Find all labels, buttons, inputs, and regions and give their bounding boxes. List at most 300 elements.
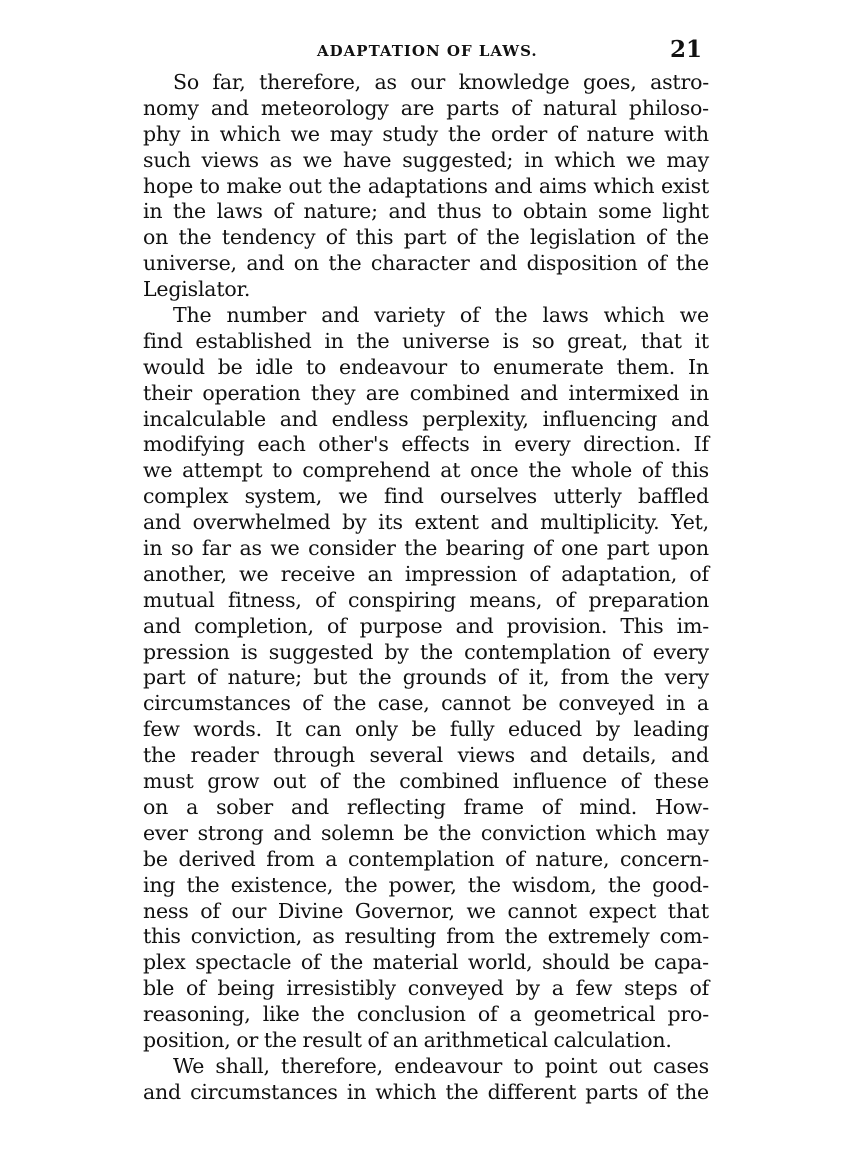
word: hope bbox=[143, 173, 193, 198]
word: The bbox=[173, 303, 212, 328]
word: In bbox=[688, 354, 709, 379]
word: out bbox=[608, 1053, 642, 1078]
word: pression bbox=[143, 639, 230, 664]
word: and bbox=[388, 199, 427, 224]
word: case, bbox=[377, 691, 430, 716]
word: the bbox=[186, 872, 220, 897]
word: in bbox=[190, 121, 210, 146]
text-line bbox=[143, 251, 709, 277]
word: we bbox=[239, 561, 269, 586]
word: and bbox=[143, 510, 181, 535]
word: point bbox=[544, 1053, 598, 1078]
word: should bbox=[542, 950, 610, 975]
word: which bbox=[595, 820, 657, 845]
word: completion, bbox=[194, 613, 314, 638]
word: meteorology bbox=[260, 95, 389, 120]
word: power, bbox=[388, 872, 457, 897]
word: an bbox=[392, 1027, 418, 1052]
word: we bbox=[290, 121, 320, 146]
word: Governor, bbox=[354, 898, 455, 923]
word: of bbox=[646, 251, 667, 276]
word: utterly bbox=[553, 484, 622, 509]
word: nature bbox=[586, 121, 655, 146]
text-line bbox=[143, 355, 709, 381]
word: contemplation bbox=[464, 639, 611, 664]
text-line bbox=[143, 329, 709, 355]
word: and bbox=[455, 613, 494, 638]
text-line bbox=[143, 70, 709, 96]
word: on bbox=[143, 225, 169, 250]
word: of bbox=[302, 691, 322, 716]
word: baffled bbox=[638, 484, 709, 509]
word: other's bbox=[318, 432, 389, 457]
text-line bbox=[143, 484, 709, 510]
word: and bbox=[246, 251, 285, 276]
word: another, bbox=[143, 561, 227, 586]
word: of bbox=[319, 769, 340, 794]
word: and bbox=[529, 743, 568, 768]
word: being bbox=[217, 976, 275, 1001]
word: these bbox=[653, 769, 709, 794]
word: as bbox=[312, 924, 335, 949]
word: a bbox=[551, 976, 564, 1001]
word: of bbox=[647, 1079, 667, 1104]
word: frame bbox=[463, 794, 524, 819]
word: geometrical bbox=[533, 1002, 656, 1027]
word: once bbox=[470, 458, 519, 483]
word: by bbox=[595, 717, 620, 742]
word: and bbox=[494, 173, 533, 198]
word: mind. bbox=[579, 794, 638, 819]
word: the bbox=[333, 691, 367, 716]
word: fitness, bbox=[228, 587, 302, 612]
word: extent bbox=[414, 510, 479, 535]
word: tendency bbox=[221, 225, 316, 250]
word: means, bbox=[469, 587, 543, 612]
word: nature; bbox=[227, 665, 302, 690]
word: from bbox=[560, 665, 610, 690]
word: a bbox=[186, 794, 199, 819]
word: to bbox=[513, 1053, 534, 1078]
word: How- bbox=[655, 794, 709, 819]
word: conspiring bbox=[348, 587, 456, 612]
word: suggested bbox=[268, 639, 374, 664]
word: which bbox=[593, 173, 655, 198]
word: cannot bbox=[441, 691, 511, 716]
word: but bbox=[313, 665, 348, 690]
word: every bbox=[514, 432, 571, 457]
word: good- bbox=[652, 872, 709, 897]
word: as bbox=[239, 536, 262, 561]
text-line bbox=[143, 174, 709, 200]
word: and bbox=[273, 820, 312, 845]
word: of bbox=[641, 458, 662, 483]
word: by bbox=[515, 976, 540, 1001]
word: circumstances bbox=[190, 1079, 338, 1104]
word: the bbox=[344, 872, 378, 897]
text-line bbox=[143, 148, 709, 174]
word: educed bbox=[507, 717, 582, 742]
word: the bbox=[486, 225, 520, 250]
word: of bbox=[689, 976, 709, 1001]
word: on bbox=[143, 794, 169, 819]
word: of bbox=[621, 639, 642, 664]
text-line bbox=[143, 303, 709, 329]
word: the bbox=[494, 303, 528, 328]
text-line bbox=[143, 1028, 709, 1054]
word: thus bbox=[437, 199, 482, 224]
text-line bbox=[143, 536, 709, 562]
word: only bbox=[354, 717, 398, 742]
text-line bbox=[143, 717, 709, 743]
word: it bbox=[694, 328, 709, 353]
word: our bbox=[231, 898, 267, 923]
word: one bbox=[561, 536, 599, 561]
word: conviction, bbox=[190, 924, 303, 949]
word: details, bbox=[582, 743, 657, 768]
word: to bbox=[199, 173, 220, 198]
word: be bbox=[217, 354, 243, 379]
word: of bbox=[186, 976, 206, 1001]
word: the bbox=[358, 665, 392, 690]
word: mutual bbox=[143, 587, 215, 612]
word: conveyed bbox=[558, 691, 655, 716]
word: we bbox=[679, 303, 709, 328]
word: in bbox=[324, 328, 344, 353]
word: they bbox=[310, 380, 356, 405]
word: whole bbox=[571, 458, 632, 483]
text-line bbox=[143, 821, 709, 847]
text-line bbox=[143, 950, 709, 976]
word: as bbox=[374, 70, 397, 94]
word: have bbox=[343, 147, 392, 172]
word: wisdom, bbox=[512, 872, 597, 897]
word: philoso- bbox=[628, 95, 709, 120]
word: reasoning, bbox=[143, 1002, 251, 1027]
word: com- bbox=[659, 924, 709, 949]
word: of bbox=[200, 898, 220, 923]
word: the bbox=[419, 639, 453, 664]
word: system, bbox=[244, 484, 323, 509]
word: universe, bbox=[143, 251, 237, 276]
word: variety bbox=[374, 303, 445, 328]
word: which bbox=[603, 303, 665, 328]
word: the bbox=[675, 251, 709, 276]
word: capa- bbox=[653, 950, 709, 975]
word: parts bbox=[446, 95, 500, 120]
word: obtain bbox=[522, 199, 588, 224]
word: so bbox=[170, 536, 194, 561]
word: parts bbox=[585, 1079, 639, 1104]
word: world, bbox=[467, 950, 533, 975]
word: combined bbox=[399, 769, 500, 794]
word: the bbox=[178, 225, 212, 250]
text-line bbox=[143, 899, 709, 925]
word: from bbox=[266, 846, 315, 871]
word: light bbox=[662, 199, 709, 224]
text-line bbox=[143, 743, 709, 769]
word: laws bbox=[542, 303, 589, 328]
word: overwhelmed bbox=[192, 510, 331, 535]
word: we bbox=[270, 536, 300, 561]
word: of bbox=[456, 225, 477, 250]
word: conclusion bbox=[356, 1002, 466, 1027]
word: this bbox=[143, 924, 181, 949]
word: order bbox=[490, 121, 548, 146]
word: of bbox=[459, 303, 480, 328]
word: can bbox=[305, 717, 342, 742]
word: our bbox=[410, 70, 446, 94]
text-line bbox=[143, 1080, 709, 1106]
word: to bbox=[492, 199, 513, 224]
word: and bbox=[671, 406, 709, 431]
word: the bbox=[467, 872, 501, 897]
word: to bbox=[459, 354, 481, 379]
word: to bbox=[272, 458, 293, 483]
word: and bbox=[520, 380, 558, 405]
word: in bbox=[524, 147, 544, 172]
word: We bbox=[173, 1053, 205, 1078]
word: the bbox=[675, 225, 709, 250]
word: the bbox=[352, 769, 386, 794]
text-line bbox=[143, 588, 709, 614]
word: conveyed bbox=[407, 976, 504, 1001]
word: out bbox=[288, 173, 322, 198]
word: as bbox=[269, 147, 293, 172]
word: reader bbox=[190, 743, 259, 768]
word: the bbox=[330, 950, 364, 975]
word: far, bbox=[212, 70, 246, 94]
word: operation bbox=[202, 380, 301, 405]
text-line bbox=[143, 924, 709, 950]
word: few bbox=[575, 976, 613, 1001]
word: perplexity, bbox=[422, 406, 529, 431]
word: adaptations bbox=[367, 173, 488, 198]
word: of bbox=[325, 225, 346, 250]
word: in bbox=[346, 1079, 367, 1104]
word: of bbox=[505, 846, 525, 871]
word: endeavour bbox=[339, 354, 447, 379]
word: It bbox=[275, 717, 292, 742]
word: in bbox=[666, 691, 686, 716]
word: may bbox=[666, 820, 709, 845]
text-line bbox=[143, 122, 709, 148]
word: result bbox=[302, 1027, 362, 1052]
word: several bbox=[369, 743, 444, 768]
word: we bbox=[626, 147, 656, 172]
word: calculation. bbox=[553, 1027, 672, 1052]
word: of bbox=[300, 950, 321, 975]
word: like bbox=[262, 1002, 300, 1027]
word: must bbox=[143, 769, 194, 794]
word: are bbox=[400, 95, 435, 120]
word: by bbox=[342, 510, 367, 535]
word: disposition bbox=[526, 251, 638, 276]
word: conviction bbox=[480, 820, 586, 845]
word: ness bbox=[143, 898, 189, 923]
word: influence bbox=[512, 769, 607, 794]
word: endless bbox=[331, 406, 409, 431]
word: of bbox=[511, 95, 531, 120]
text-line bbox=[143, 96, 709, 122]
word: incalculable bbox=[143, 406, 266, 431]
word: This bbox=[620, 613, 664, 638]
word: grounds bbox=[402, 665, 487, 690]
word: every bbox=[652, 639, 709, 664]
word: therefore, bbox=[281, 1053, 383, 1078]
word: nomy bbox=[143, 95, 199, 120]
word: the bbox=[328, 251, 362, 276]
word: laws bbox=[216, 199, 263, 224]
word: ourselves bbox=[440, 484, 538, 509]
text-line bbox=[143, 432, 709, 458]
text-line bbox=[143, 510, 709, 536]
word: effects bbox=[401, 432, 470, 457]
word: be bbox=[619, 950, 645, 975]
word: the bbox=[328, 173, 362, 198]
word: nature, bbox=[535, 846, 610, 871]
word: through bbox=[273, 743, 355, 768]
word: upon bbox=[657, 536, 709, 561]
word: direction. bbox=[583, 432, 682, 457]
word: find bbox=[384, 484, 424, 509]
word: strong bbox=[197, 820, 264, 845]
text-line bbox=[143, 458, 709, 484]
word: derived bbox=[178, 846, 256, 871]
word: such bbox=[143, 147, 191, 172]
word: a bbox=[509, 1002, 522, 1027]
word: it, bbox=[528, 665, 550, 690]
word: of bbox=[646, 225, 666, 250]
word: which bbox=[554, 147, 616, 172]
word: spectacle bbox=[195, 950, 292, 975]
word: bearing bbox=[445, 536, 525, 561]
word: in bbox=[482, 432, 502, 457]
word: material bbox=[372, 950, 459, 975]
word: its bbox=[378, 510, 403, 535]
word: solemn bbox=[320, 820, 394, 845]
word: of bbox=[557, 121, 577, 146]
word: astro- bbox=[650, 70, 709, 94]
word: part bbox=[606, 536, 650, 561]
word: views bbox=[201, 147, 259, 172]
word: established bbox=[195, 328, 312, 353]
word: fully bbox=[449, 717, 495, 742]
word: we bbox=[338, 484, 368, 509]
word: are bbox=[365, 380, 400, 405]
word: and bbox=[479, 251, 518, 276]
word: therefore, bbox=[259, 70, 361, 94]
word: position, bbox=[143, 1027, 231, 1052]
word: the bbox=[528, 458, 562, 483]
word: complex bbox=[143, 484, 229, 509]
word: ing bbox=[143, 872, 176, 897]
text-line bbox=[143, 614, 709, 640]
word: shall, bbox=[215, 1053, 270, 1078]
word: may bbox=[329, 121, 373, 146]
word: would bbox=[143, 354, 205, 379]
word: at bbox=[440, 458, 461, 483]
word: of bbox=[620, 769, 641, 794]
word: extremely bbox=[547, 924, 650, 949]
word: universe bbox=[402, 328, 490, 353]
word: the bbox=[620, 665, 654, 690]
word: the bbox=[404, 536, 438, 561]
word: concern- bbox=[619, 846, 709, 871]
word: a bbox=[325, 846, 338, 871]
word: be bbox=[143, 846, 168, 871]
word: the bbox=[448, 121, 481, 146]
word: and bbox=[290, 794, 329, 819]
word: modifying bbox=[143, 432, 245, 457]
word: of bbox=[477, 1002, 498, 1027]
text-line bbox=[143, 795, 709, 821]
word: Legislator. bbox=[143, 277, 251, 302]
word: the bbox=[675, 1079, 709, 1104]
word: natural bbox=[542, 95, 617, 120]
word: of bbox=[689, 561, 709, 586]
word: arithmetical bbox=[423, 1027, 548, 1052]
running-title: ADAPTATION OF LAWS. bbox=[317, 42, 538, 60]
word: and bbox=[143, 1079, 181, 1104]
word: So bbox=[173, 70, 199, 94]
word: cases bbox=[653, 1053, 709, 1078]
word: sober bbox=[216, 794, 274, 819]
word: the bbox=[445, 1079, 479, 1104]
word: views bbox=[457, 743, 515, 768]
text-line bbox=[143, 277, 709, 303]
word: endeavour bbox=[394, 1053, 503, 1078]
word: preparation bbox=[588, 587, 709, 612]
word: in bbox=[689, 380, 709, 405]
word: we bbox=[466, 898, 496, 923]
word: steps bbox=[624, 976, 678, 1001]
word: each bbox=[257, 432, 306, 457]
word: to bbox=[305, 354, 327, 379]
text-line bbox=[143, 873, 709, 899]
word: great, bbox=[567, 328, 628, 353]
word: plex bbox=[143, 950, 186, 975]
word: of bbox=[196, 665, 217, 690]
word: adaptation, bbox=[561, 561, 678, 586]
word: the bbox=[311, 1002, 345, 1027]
word: suggested; bbox=[402, 147, 514, 172]
word: out bbox=[272, 769, 306, 794]
text-line bbox=[143, 1054, 709, 1080]
word: of bbox=[367, 1027, 388, 1052]
word: a bbox=[696, 691, 709, 716]
body-text bbox=[143, 70, 709, 1106]
word: and bbox=[321, 303, 360, 328]
word: multiplicity. bbox=[540, 510, 660, 535]
word: ever bbox=[143, 820, 188, 845]
word: that bbox=[667, 898, 709, 923]
word: find bbox=[143, 328, 183, 353]
word: circumstances bbox=[143, 691, 291, 716]
word: that bbox=[640, 328, 682, 353]
text-line bbox=[143, 562, 709, 588]
word: their bbox=[143, 380, 192, 405]
word: reflecting bbox=[346, 794, 446, 819]
word: which bbox=[219, 121, 281, 146]
word: we bbox=[302, 147, 333, 172]
word: resulting bbox=[344, 924, 437, 949]
word: the bbox=[438, 820, 472, 845]
word: some bbox=[598, 199, 652, 224]
word: few bbox=[143, 717, 180, 742]
word: the bbox=[607, 872, 641, 897]
word: this bbox=[671, 458, 709, 483]
